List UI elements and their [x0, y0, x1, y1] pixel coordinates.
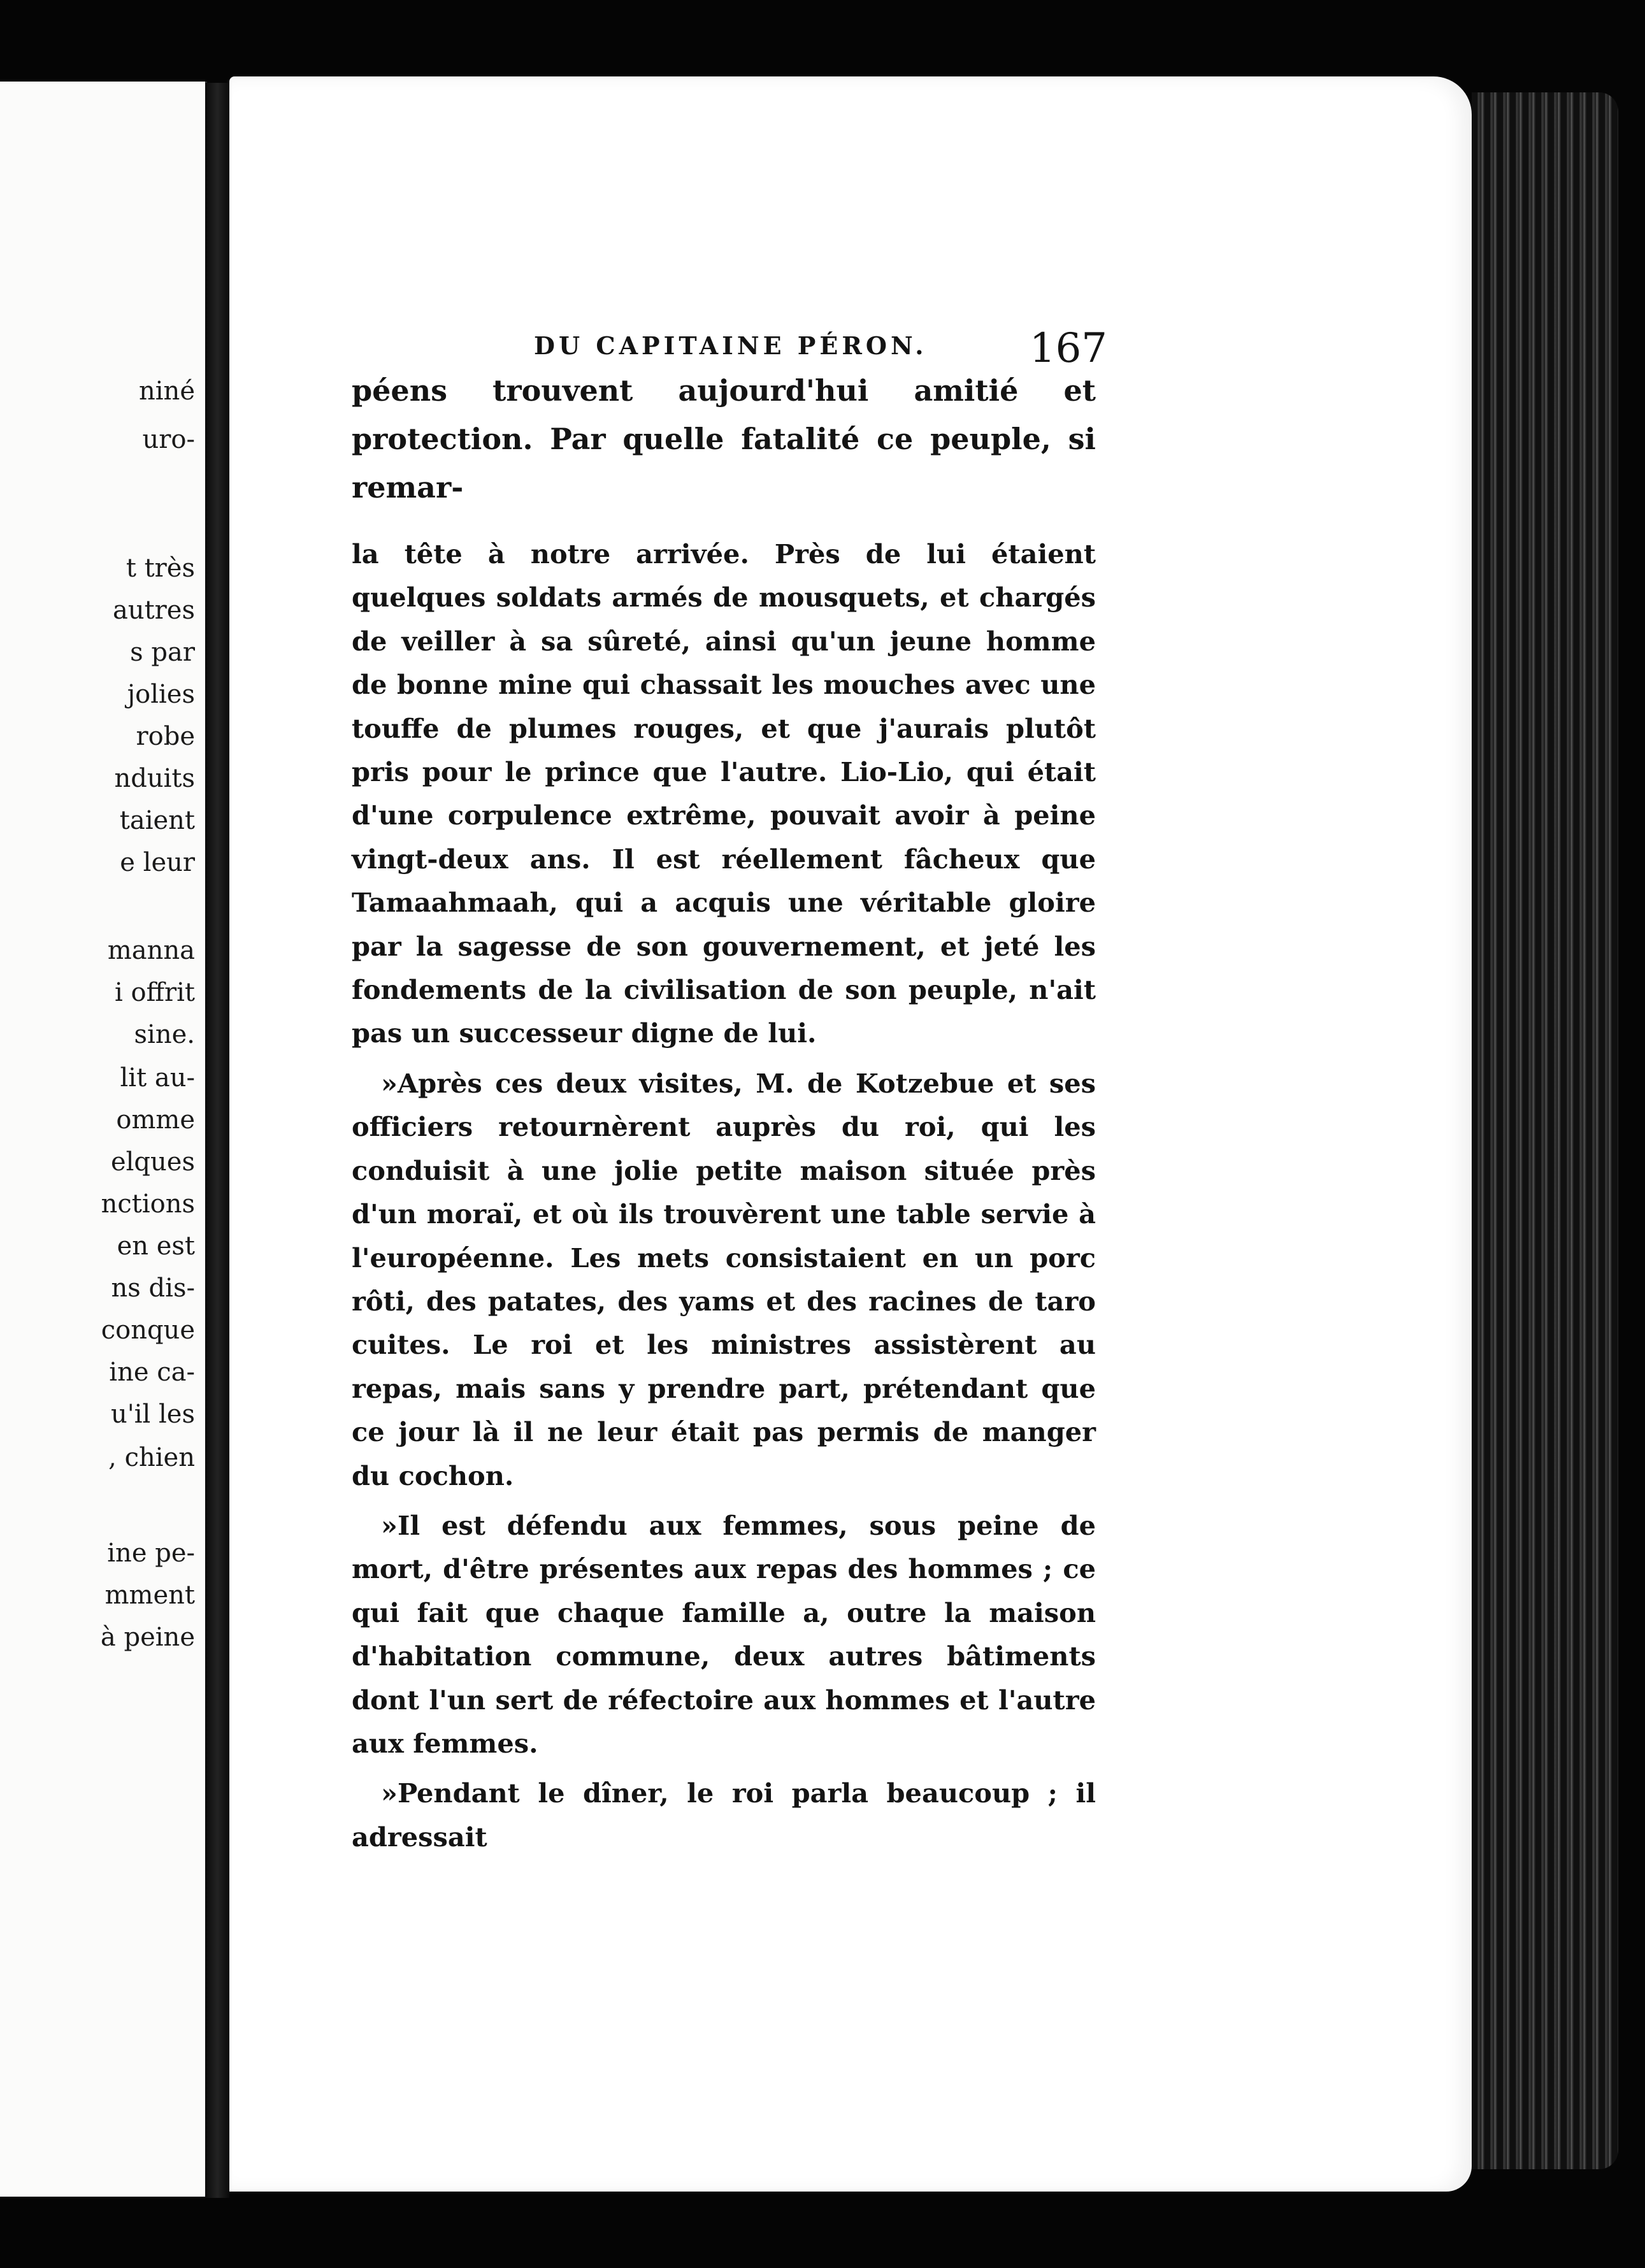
left-page-fragment: , chien [108, 1443, 195, 1472]
left-page [0, 82, 207, 2197]
paragraph: la tête à notre arrivée. Près de lui étaient quelques soldats armés de mousquets, et chargés de veiller à sa sûreté, ainsi qu'un jeune homme de bonne mine qui chassait les mouches avec une touffe de plumes rouges, et que j'aurais plutôt pris pour le prince que l'autre. Lio-Lio, qui était d'une corpulence extrême, pouvait avoir à peine vingt-deux ans. Il est réellement fâcheux que Tamaahmaah, qui a acquis une véritable gloire par la sagesse de son gouvernement, et jeté les fondements de la civilisation de son peuple, n'ait pas un successeur digne de lui. [352, 538, 1096, 1049]
paragraph: »Pendant le dîner, le roi parla beaucoup ; il adressait [352, 1777, 1096, 1853]
left-page-fragment: à peine [100, 1623, 195, 1652]
page-edges [1472, 92, 1618, 2169]
page-number: 167 [1029, 325, 1107, 372]
left-page-fragment: t très [126, 554, 195, 583]
left-page-fragment: niné [139, 377, 195, 406]
left-page-fragment: conque [101, 1316, 195, 1345]
left-page-fragment: taient [119, 806, 195, 835]
left-page-fragment: autres [112, 596, 195, 625]
left-page-fragment: u'il les [110, 1400, 195, 1429]
left-page-fragment: manna [107, 936, 195, 965]
running-title: DU CAPITAINE PÉRON. [534, 331, 928, 360]
left-page-fragment: lit au- [120, 1063, 195, 1093]
left-page-fragment: omme [116, 1105, 195, 1135]
left-page-fragment: i offrit [115, 978, 195, 1007]
left-page-fragment: elques [110, 1147, 195, 1177]
left-page-fragment: ine pe- [107, 1539, 195, 1568]
left-page-fragment: ine ca- [109, 1358, 195, 1387]
left-page-fragment: ns dis- [111, 1274, 195, 1303]
left-page-fragment: nctions [101, 1189, 195, 1219]
left-page-fragment: en est [117, 1231, 195, 1261]
top-text-block: péens trouvent aujourd'hui amitié et protection. Par quelle fatalité ce peuple, si remar- [352, 373, 1096, 505]
left-page-fragment: e leur [120, 848, 195, 877]
left-page-fragment: s par [130, 638, 195, 667]
left-page-fragment: robe [136, 722, 195, 751]
book-gutter [205, 83, 229, 2198]
paragraph: »Après ces deux visites, M. de Kotzebue et ses officiers retournèrent auprès du roi, qui les conduisit à une jolie petite maison située près d'un moraï, et où ils trouvèrent une table servie à l'européenne. Les mets consistaient en un porc rôti, des patates, des yams et des racines de taro cuites. Le roi et les ministres assistèrent au repas, mais sans y prendre part, prétendant que ce jour là il ne leur était pas permis de manger du cochon. [352, 1067, 1096, 1491]
left-page-fragment: mment [104, 1581, 195, 1610]
body-text [352, 533, 1096, 1859]
left-page-fragment: uro- [142, 425, 195, 454]
left-page-fragment: sine. [134, 1020, 195, 1049]
left-page-fragment: nduits [114, 764, 195, 793]
paragraph: »Il est défendu aux femmes, sous peine de mort, d'être présentes aux repas des hommes ; ce qui fait que chaque famille a, outre la maison d'habitation commune, deux autres bâtiments dont l'un sert de réfectoire aux hommes et l'autre aux femmes. [352, 1509, 1096, 1759]
left-page-fragment: jolies [127, 680, 195, 709]
